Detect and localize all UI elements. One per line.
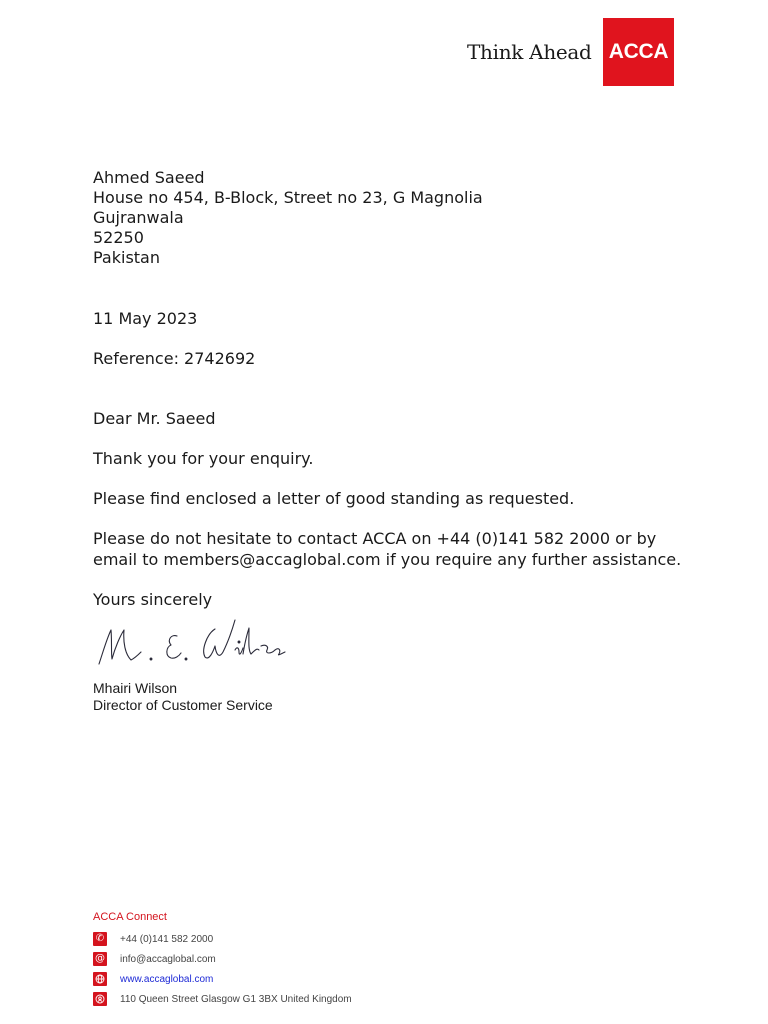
location-icon [93,992,107,1006]
letter-date: 11 May 2023 [93,309,198,328]
footer-phone-text: +44 (0)141 582 2000 [120,933,214,945]
paragraph-contact-line1: Please do not hesitate to contact ACCA on +44 (0)141 582 2000 or by [93,529,657,548]
footer-website [93,971,213,987]
footer-website-link[interactable]: www.accaglobal.com [120,973,214,985]
footer-title: ACCA Connect [93,911,167,923]
paragraph-contact [93,529,681,571]
paragraph-enclosed: Please find enclosed a letter of good standing as requested. [93,489,575,508]
globe-glyph [95,974,105,984]
address-country: Pakistan [93,248,160,267]
footer-address [93,991,352,1007]
address-line: House no 454, B-Block, Street no 23, G Magnolia [93,188,483,207]
logo-text: ACCA [608,40,669,63]
location-glyph [95,994,105,1004]
footer-phone [93,931,213,947]
signatory-title: Director of Customer Service [93,697,273,713]
address-city: Gujranwala [93,208,184,227]
footer-email-text: info@accaglobal.com [120,953,216,965]
closing: Yours sincerely [93,590,213,609]
acca-logo [603,18,674,86]
footer-address-text: 110 Queen Street Glasgow G1 3BX United Kingdom [120,993,352,1005]
paragraph-contact-line2: email to members@accaglobal.com if you require any further assistance. [93,550,682,569]
signatory-name: Mhairi Wilson [93,680,178,696]
recipient-address [93,168,483,268]
recipient-name: Ahmed Saeed [93,168,205,187]
salutation: Dear Mr. Saeed [93,409,216,428]
address-postcode: 52250 [93,228,144,247]
paragraph-thanks: Thank you for your enquiry. [93,449,314,468]
footer-email [93,951,216,967]
signatory-block [93,680,273,714]
phone-icon: ✆ [93,932,107,946]
tagline: Think Ahead [467,40,592,64]
at-icon: @ [95,953,105,964]
signature [95,612,290,672]
reference-number: Reference: 2742692 [93,349,256,368]
globe-icon [93,972,107,986]
